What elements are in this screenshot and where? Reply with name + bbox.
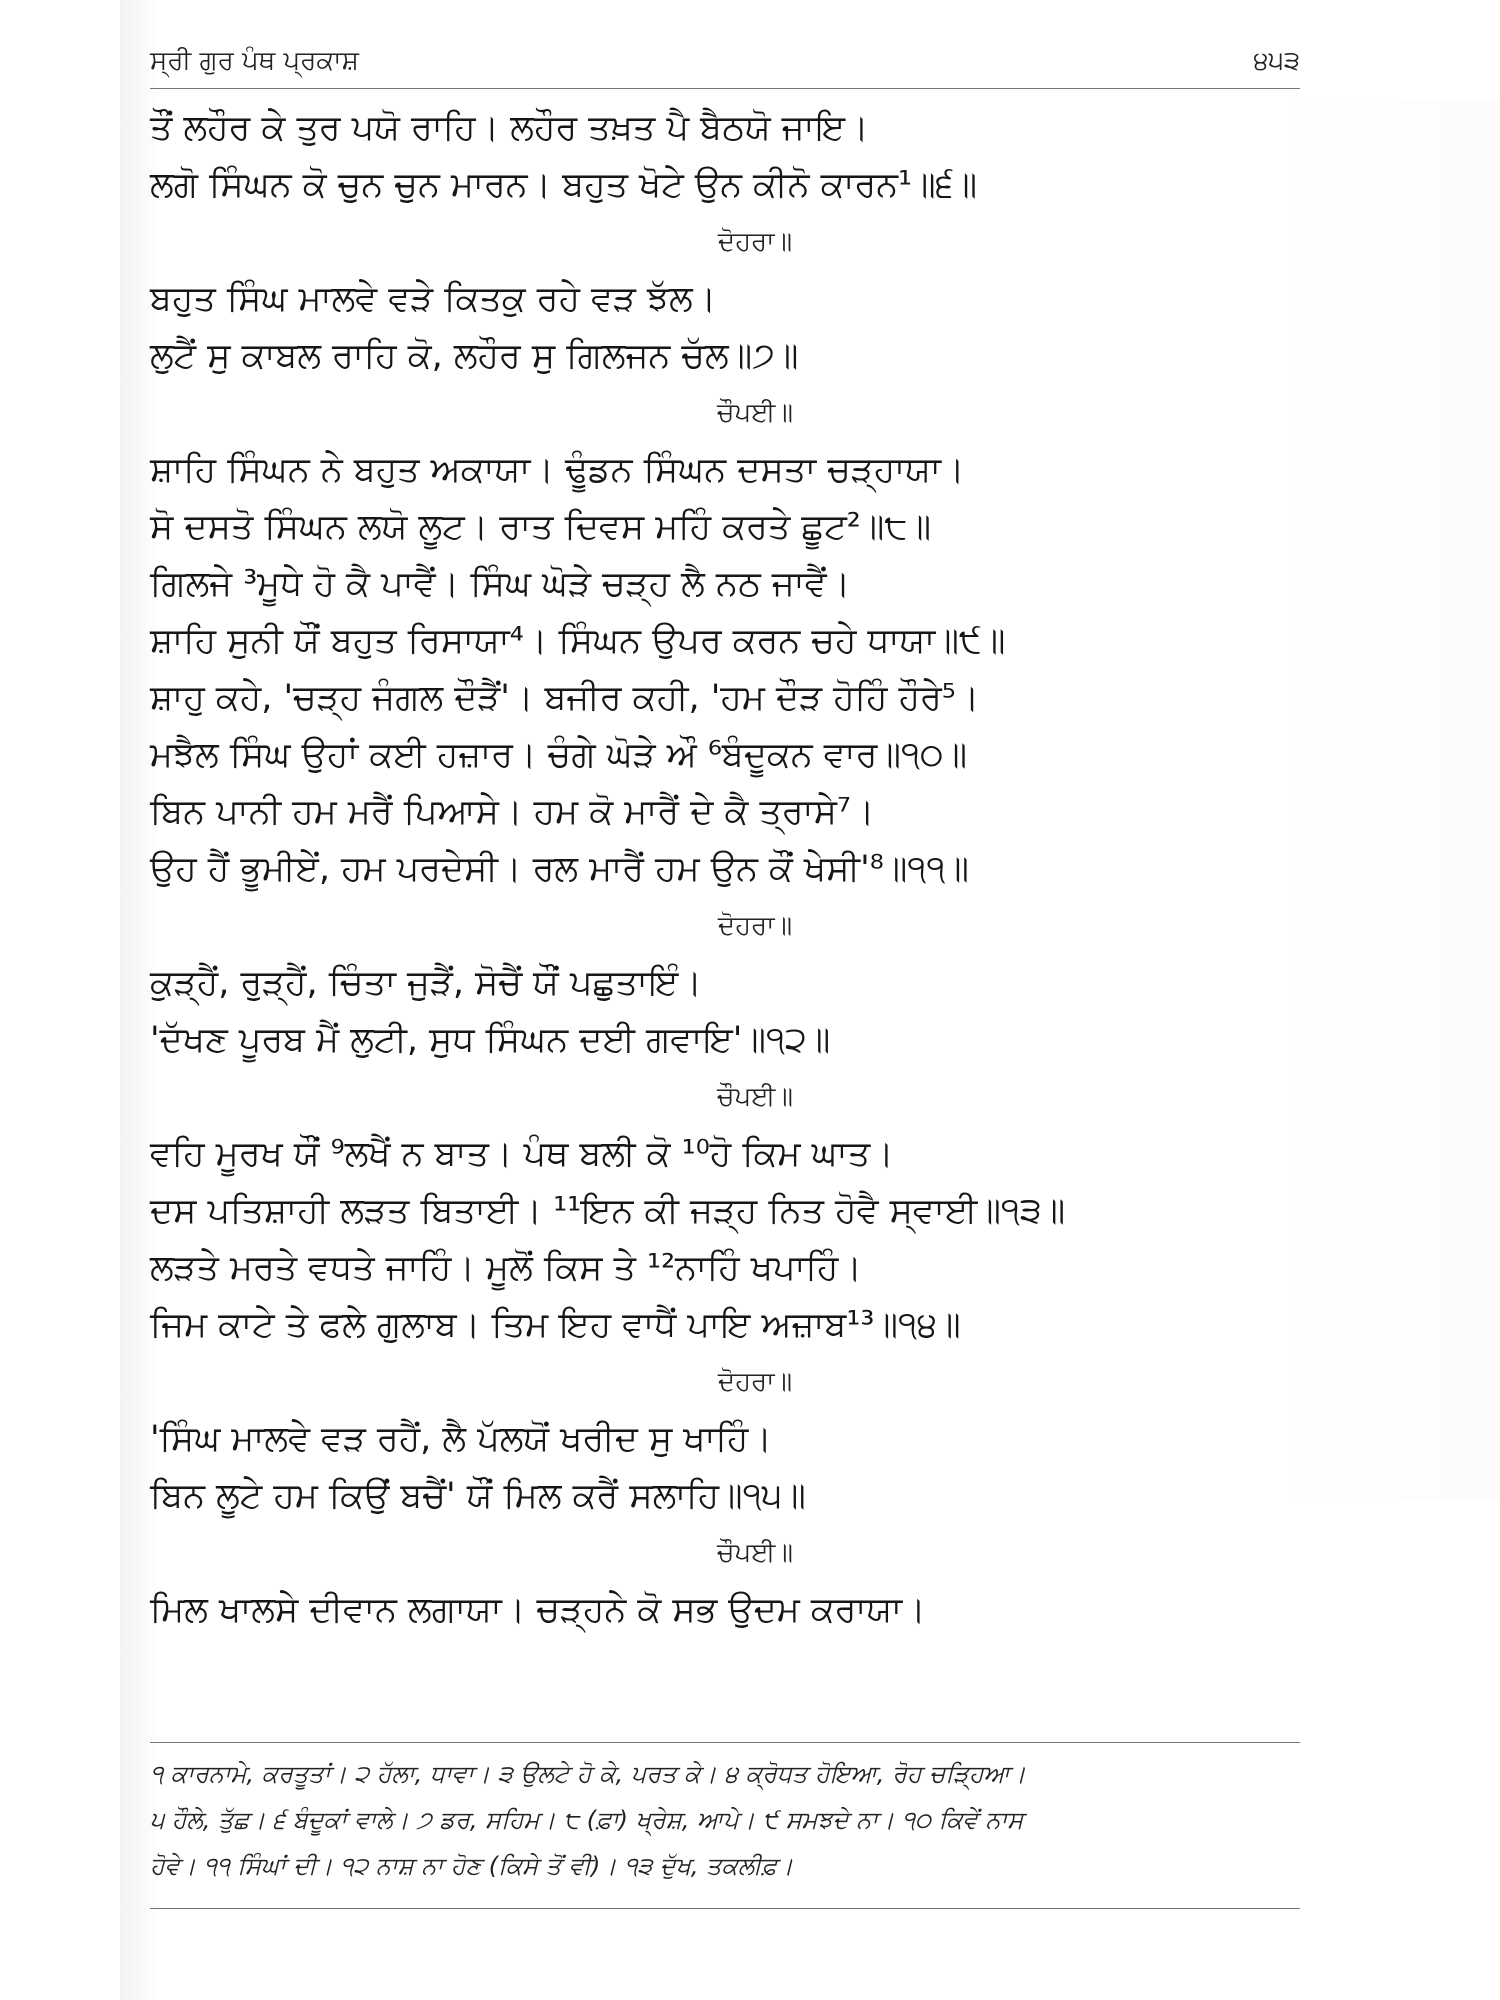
footnote-line: ੧ ਕਾਰਨਾਮੇ, ਕਰਤੂਤਾਂ। ੨ ਹੱਲਾ, ਧਾਵਾ। ੩ ਉਲਟੇ ਹੋ ਕੇ, ਪਰਤ ਕੇ। ੪ ਕ੍ਰੋਧਤ ਹੋਇਆ, ਰੋਹ ਚੜ੍ਹਿਆ।	[150, 1760, 1026, 1788]
section-heading: ਚੌਪਈ॥	[717, 1082, 793, 1112]
verse-line: ਵਹਿ ਮੂਰਖ ਯੌਂ ⁹ਲਖੈਂ ਨ ਬਾਤ। ਪੰਥ ਬਲੀ ਕੋ ¹⁰ਹੋ ਕਿਮ ਘਾਤ।	[150, 1134, 894, 1174]
verse-line: ਮਿਲ ਖਾਲਸੇ ਦੀਵਾਨ ਲਗਾਯਾ। ਚੜ੍ਹਨੇ ਕੋ ਸਭ ਉਦਮ ਕਰਾਯਾ।	[150, 1590, 926, 1630]
running-header	[150, 44, 1300, 89]
footnote-line: ੫ ਹੌਲੇ, ਤੁੱਛ। ੬ ਬੰਦੂਕਾਂ ਵਾਲੇ। ੭ ਡਰ, ਸਹਿਮ। ੮ (ਫ਼ਾ) ਖ੍ਰੇਸ਼, ਆਪੇ। ੯ ਸਮਝਦੇ ਨਾ। ੧੦ ਕਿਵੇਂ ਨਾਸ	[150, 1806, 1024, 1834]
verse-line: ਸ਼ਾਹੁ ਕਹੇ, 'ਚੜ੍ਹ ਜੰਗਲ ਦੌੜੈਂ'। ਬਜੀਰ ਕਹੀ, 'ਹਮ ਦੌੜ ਹੋਹਿੰ ਹੌਰੇ⁵।	[150, 678, 980, 718]
verse-line: ਦਸ ਪਤਿਸ਼ਾਹੀ ਲੜਤ ਬਿਤਾਈ। ¹¹ਇਨ ਕੀ ਜੜ੍ਹ ਨਿਤ ਹੋਵੈ ਸ੍ਵਾਈ॥੧੩॥	[150, 1191, 1066, 1231]
verse-line: ਬਿਨ ਪਾਨੀ ਹਮ ਮਰੈਂ ਪਿਆਸੇ। ਹਮ ਕੋ ਮਾਰੈਂ ਦੇ ਕੈ ਤ੍ਰਾਸੇ⁷।	[150, 792, 875, 832]
section-heading: ਦੋਹਰਾ॥	[717, 1367, 793, 1397]
verse-line: ਤੌਂ ਲਹੌਰ ਕੇ ਤੁਰ ਪਯੋ ਰਾਹਿ। ਲਹੌਰ ਤਖ਼ਤ ਪੈ ਬੈਠਯੋ ਜਾਇ।	[150, 108, 869, 148]
footnote-line: ਹੋਵੇ। ੧੧ ਸਿੰਘਾਂ ਦੀ। ੧੨ ਨਾਸ਼ ਨਾ ਹੋਣ (ਕਿਸੇ ਤੋਂ ਵੀ)। ੧੩ ਦੁੱਖ, ਤਕਲੀਫ਼।	[150, 1852, 794, 1880]
verse-line: 'ਸਿੰਘ ਮਾਲਵੇ ਵੜ ਰਹੈਂ, ਲੈ ਪੱਲਯੋਂ ਖਰੀਦ ਸੁ ਖਾਹਿੰ।	[150, 1419, 772, 1459]
verse-line: ਕੁੜ੍ਹੈਂ, ਰੁੜ੍ਹੈਂ, ਚਿੰਤਾ ਜੁੜੈਂ, ਸੋਚੈਂ ਯੌਂ ਪਛੁਤਾਇੰ।	[150, 963, 702, 1003]
verse-line: ਲੁਟੈਂ ਸੁ ਕਾਬਲ ਰਾਹਿ ਕੋ, ਲਹੌਰ ਸੁ ਗਿਲਜਨ ਚੱਲ॥੭॥	[150, 336, 799, 376]
section-heading: ਚੌਪਈ॥	[717, 398, 793, 428]
page-number: ੪੫੩	[1253, 46, 1300, 76]
verse-line: ਲੜਤੇ ਮਰਤੇ ਵਧਤੇ ਜਾਹਿੰ। ਮੂਲੋਂ ਕਿਸ ਤੇ ¹²ਨਾਹਿੰ ਖਪਾਹਿੰ।	[150, 1248, 862, 1288]
section-heading: ਚੌਪਈ॥	[717, 1538, 793, 1568]
section-heading: ਦੋਹਰਾ॥	[717, 227, 793, 257]
verse-line: ਜਿਮ ਕਾਟੇ ਤੇ ਫਲੇ ਗੁਲਾਬ। ਤਿਮ ਇਹ ਵਾਧੈਂ ਪਾਇ ਅਜ਼ਾਬ¹³॥੧੪॥	[150, 1305, 961, 1345]
running-title: ਸ੍ਰੀ ਗੁਰ ਪੰਥ ਪ੍ਰਕਾਸ਼	[150, 46, 359, 76]
bottom-rule	[150, 1908, 1300, 1909]
section-heading: ਦੋਹਰਾ॥	[717, 911, 793, 941]
show-through-shade	[1270, 100, 1500, 1500]
verse-line: ਮਝੈਲ ਸਿੰਘ ਉਹਾਂ ਕਈ ਹਜ਼ਾਰ। ਚੰਗੇ ਘੋੜੇ ਔ ⁶ਬੰਦੂਕਨ ਵਾਰ॥੧੦॥	[150, 735, 968, 775]
verse-line: ਸ਼ਾਹਿ ਸੁਨੀ ਯੌਂ ਬਹੁਤ ਰਿਸਾਯਾ⁴। ਸਿੰਘਨ ਉਪਰ ਕਰਨ ਚਹੇ ਧਾਯਾ॥੯॥	[150, 621, 1006, 661]
verse-line: 'ਦੱਖਣ ਪੂਰਬ ਮੈਂ ਲੁਟੀ, ਸੁਧ ਸਿੰਘਨ ਦਈ ਗਵਾਇ'॥੧੨॥	[150, 1020, 831, 1060]
verse-line: ਉਹ ਹੈਂ ਭੂਮੀਏਂ, ਹਮ ਪਰਦੇਸੀ। ਰਲ ਮਾਰੈਂ ਹਮ ਉਨ ਕੌਂ ਖੇਸੀ'⁸॥੧੧॥	[150, 849, 969, 889]
verse-line: ਬਹੁਤ ਸਿੰਘ ਮਾਲਵੇ ਵੜੇ ਕਿਤਕੁ ਰਹੇ ਵੜ ਝੱਲ।	[150, 279, 717, 319]
verse-line: ਬਿਨ ਲੂਟੇ ਹਮ ਕਿਉਂ ਬਚੈਂ' ਯੌਂ ਮਿਲ ਕਰੈਂ ਸਲਾਹਿ॥੧੫॥	[150, 1476, 806, 1516]
verse-line: ਸ਼ਾਹਿ ਸਿੰਘਨ ਨੇ ਬਹੁਤ ਅਕਾਯਾ। ਢੂੰਡਨ ਸਿੰਘਨ ਦਸਤਾ ਚੜ੍ਹਾਯਾ।	[150, 450, 965, 490]
footnotes	[150, 1742, 1300, 1889]
verse-line: ਸੋ ਦਸਤੋ ਸਿੰਘਨ ਲਯੋ ਲੂਟ। ਰਾਤ ਦਿਵਸ ਮਹਿੰ ਕਰਤੇ ਛੂਟ²॥੮॥	[150, 507, 932, 547]
verse-line: ਗਿਲਜੇ ³ਮੂਧੇ ਹੋ ਕੈ ਪਾਵੈਂ। ਸਿੰਘ ਘੋੜੇ ਚੜ੍ਹ ਲੈ ਨਠ ਜਾਵੈਂ।	[150, 564, 851, 604]
verse-line: ਲਗੋ ਸਿੰਘਨ ਕੋ ਚੁਨ ਚੁਨ ਮਾਰਨ। ਬਹੁਤ ਖੋਟੇ ਉਨ ਕੀਨੋ ਕਾਰਨ¹॥੬॥	[150, 165, 978, 205]
verse-body	[150, 100, 1300, 1639]
